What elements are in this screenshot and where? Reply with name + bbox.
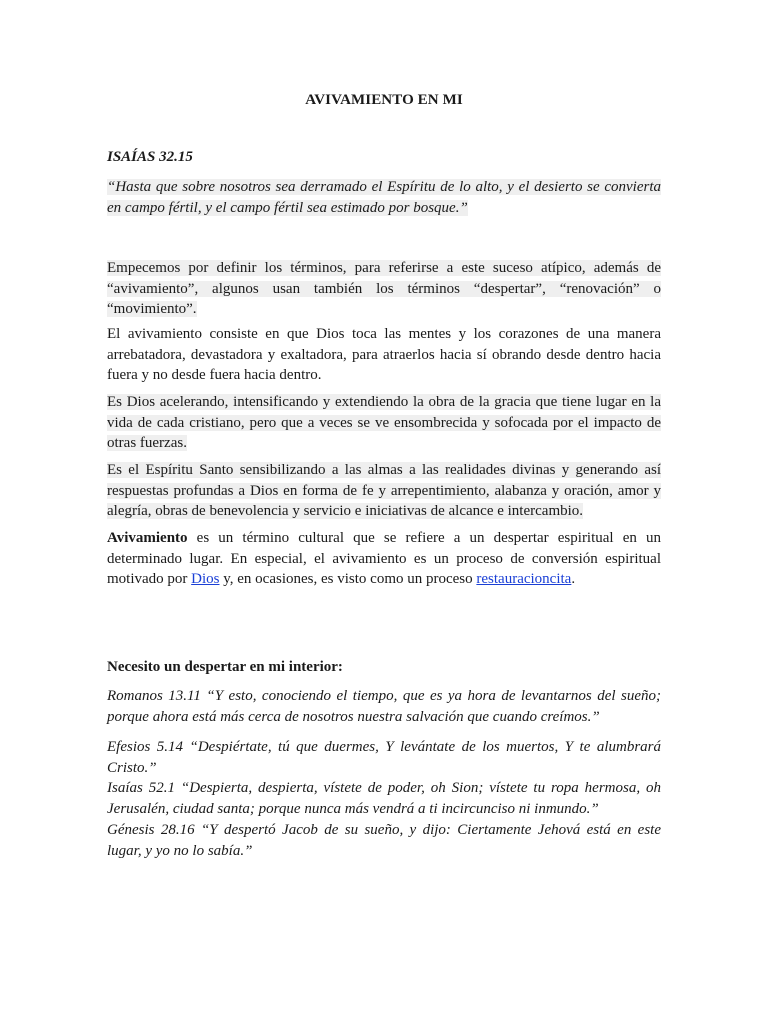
- link-dios[interactable]: Dios: [191, 571, 220, 587]
- paragraph-terms-text: Empecemos por definir los términos, para referirse a este suceso atípico, además de “avivamiento”, algunos usan también los términos “despertar”, “renovación” o “movimiento”.: [107, 260, 661, 317]
- verse-romanos-text: Romanos 13.11 “Y esto, conociendo el tiempo, que es ya hora de levantarnos del sueño; porque ahora está más cerca de nosotros nuestra salvación que cuando creímos.”: [107, 688, 661, 725]
- paragraph-avivamiento: [107, 528, 661, 590]
- link-restauracioncita[interactable]: restauracioncita: [476, 571, 572, 587]
- paragraph-definition: [107, 324, 661, 386]
- verse-isaias-text: Isaías 52.1 “Despierta, despierta, vístete de poder, oh Sion; vístete tu ropa hermosa, oh Jerusalén, ciudad santa; porque nunca más vendrá a ti incircunciso ni inmundo.”: [107, 780, 661, 817]
- avivamiento-text-b: y, en ocasiones, es visto como un proceso: [219, 571, 477, 587]
- verse-genesis: [107, 820, 661, 861]
- reference-heading: ISAÍAS 32.15: [107, 149, 193, 165]
- avivamiento-term: Avivamiento: [107, 530, 188, 546]
- verse-genesis-text: Génesis 28.16 “Y despertó Jacob de su sueño, y dijo: Ciertamente Jehová está en este lugar, y yo no lo sabía.”: [107, 822, 661, 859]
- paragraph-terms: [107, 258, 661, 320]
- reference-quote: [107, 177, 661, 218]
- verse-efesios-isaias: [107, 737, 661, 819]
- avivamiento-text-a: es un término cultural que se refiere a un despertar espiritual en un determinado lugar. En especial, el avivamiento es un proceso de conversión espiritual motivado por: [107, 530, 661, 587]
- paragraph-holy-spirit-text: Es el Espíritu Santo sensibilizando a las almas a las realidades divinas y generando así respuestas profundas a Dios en forma de fe y arrepentimiento, alabanza y oración, amor y alegría, obras de benevolencia y servicio e iniciativas de alcance e intercambio.: [107, 462, 661, 519]
- paragraph-definition-text: El avivamiento consiste en que Dios toca las mentes y los corazones de una manera arrebatadora, devastadora y exaltadora, para atraerlos hacia sí obrando desde dentro hacia fuera y no desde fuera hacia dentro.: [107, 326, 661, 383]
- section-subheading: Necesito un despertar en mi interior:: [107, 659, 343, 675]
- verse-romanos: [107, 686, 661, 727]
- document-title: AVIVAMIENTO EN MI: [305, 92, 463, 108]
- avivamiento-text-c: .: [571, 571, 576, 587]
- paragraph-acceleration: [107, 392, 661, 454]
- paragraph-acceleration-text: Es Dios acelerando, intensificando y extendiendo la obra de la gracia que tiene lugar en la vida de cada cristiano, pero que a veces se ve ensombrecida y sofocada por el impacto de otras fuerzas.: [107, 394, 661, 451]
- verse-efesios-text: Efesios 5.14 “Despiértate, tú que duermes, Y levántate de los muertos, Y te alumbrará Cristo.”: [107, 739, 661, 776]
- reference-quote-text: “Hasta que sobre nosotros sea derramado el Espíritu de lo alto, y el desierto se convierta en campo fértil, y el campo fértil sea estimado por bosque.”: [107, 179, 661, 216]
- paragraph-holy-spirit: [107, 460, 661, 522]
